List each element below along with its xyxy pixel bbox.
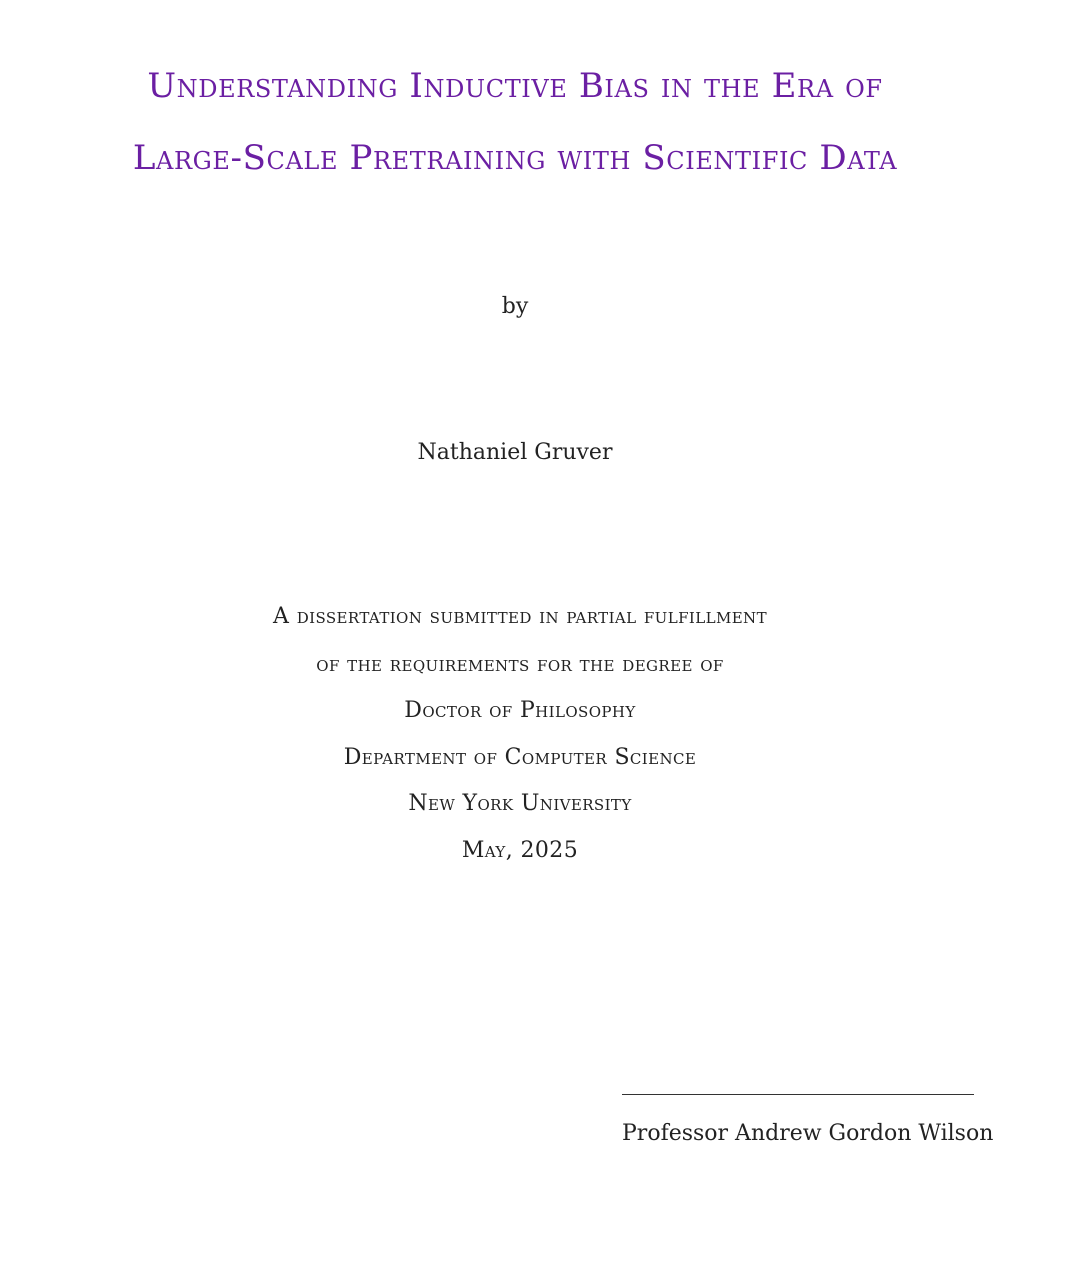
submission-statement-line-1: A dissertation submitted in partial fulfillment [273,604,767,629]
submission-statement-line-2: of the requirements for the degree of [316,652,724,677]
dissertation-title-line-2: Large-Scale Pretraining with Scientific Data [132,138,898,178]
author-name: Nathaniel Gruver [417,440,613,465]
advisor-name: Professor Andrew Gordon Wilson [622,1121,994,1146]
degree-name: Doctor of Philosophy [404,698,636,723]
department-name: Department of Computer Science [343,745,697,770]
dissertation-title-line-1: Understanding Inductive Bias in the Era of [147,66,883,106]
signature-line [622,1094,974,1095]
submission-date: May, 2025 [461,838,579,863]
by-label: by [501,294,529,319]
university-name: New York University [408,791,632,816]
